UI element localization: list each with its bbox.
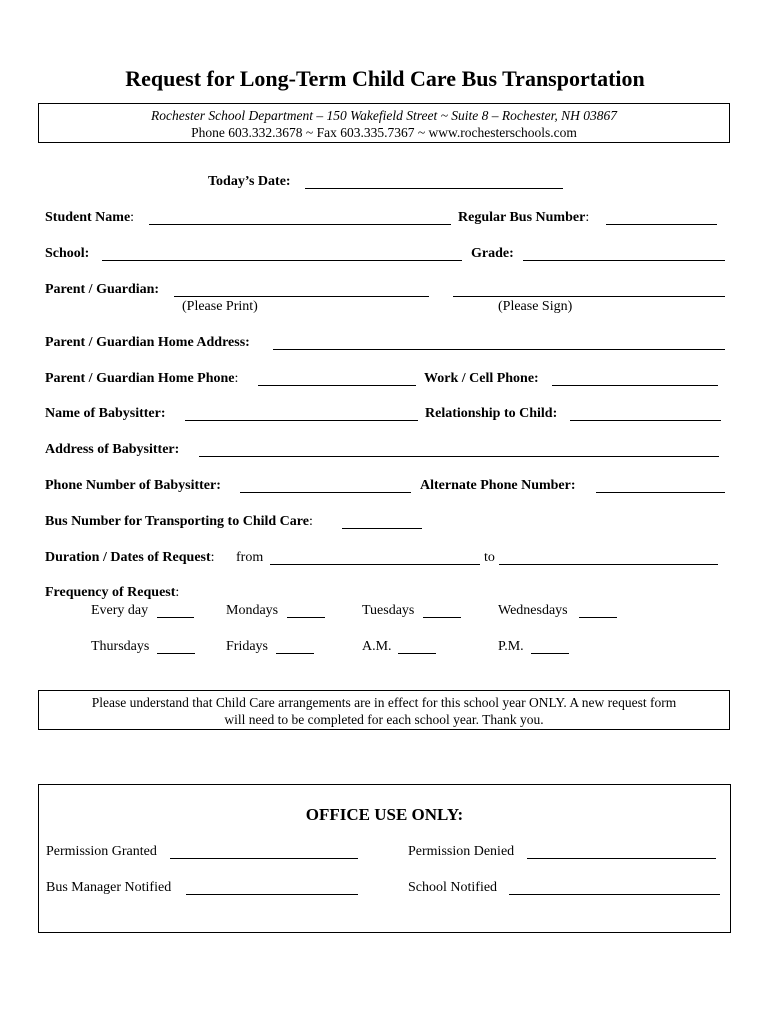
notice-box	[38, 690, 730, 730]
school-notified-label: School Notified	[408, 880, 498, 895]
babysitter-name-field[interactable]	[185, 420, 418, 421]
babysitter-phone-field[interactable]	[240, 492, 411, 493]
freq-wednesdays-label: Wednesdays	[498, 603, 568, 618]
notice-line-2: will need to be completed for each school year. Thank you.	[224, 712, 544, 727]
header-address: Rochester School Department – 150 Wakefield Street ~ Suite 8 – Rochester, NH 03867	[151, 108, 617, 123]
babysitter-phone-label: Phone Number of Babysitter:	[45, 478, 221, 493]
relationship-field[interactable]	[570, 420, 721, 421]
duration-to-field[interactable]	[499, 564, 718, 565]
school-notified-field[interactable]	[509, 894, 720, 895]
parent-print-field[interactable]	[174, 296, 429, 297]
freq-pm-field[interactable]	[531, 653, 569, 654]
freq-every-day-label: Every day	[91, 603, 149, 618]
regular-bus-number-label: Regular Bus Number:	[458, 210, 590, 225]
freq-pm-label: P.M.	[498, 639, 524, 654]
bus-manager-notified-field[interactable]	[186, 894, 358, 895]
bus-number-transport-field[interactable]	[342, 528, 422, 529]
freq-tuesdays-field[interactable]	[423, 617, 461, 618]
student-name-label: Student Name:	[45, 210, 135, 225]
parent-guardian-label: Parent / Guardian:	[45, 282, 160, 297]
freq-fridays-label: Fridays	[226, 639, 268, 654]
permission-denied-label: Permission Denied	[408, 844, 515, 859]
please-print-hint: (Please Print)	[182, 299, 258, 314]
home-address-field[interactable]	[273, 349, 725, 350]
babysitter-address-label: Address of Babysitter:	[45, 442, 180, 457]
freq-wednesdays-field[interactable]	[579, 617, 617, 618]
alternate-phone-label: Alternate Phone Number:	[420, 478, 576, 493]
page-title: Request for Long-Term Child Care Bus Transportation	[125, 66, 645, 91]
permission-granted-field[interactable]	[170, 858, 358, 859]
permission-denied-field[interactable]	[527, 858, 716, 859]
home-phone-label: Parent / Guardian Home Phone:	[45, 371, 239, 386]
permission-granted-label: Permission Granted	[46, 844, 157, 859]
freq-mondays-label: Mondays	[226, 603, 279, 618]
header-contact: Phone 603.332.3678 ~ Fax 603.335.7367 ~ www.rochesterschools.com	[191, 125, 577, 140]
home-address-label: Parent / Guardian Home Address:	[45, 335, 250, 350]
notice-line-1: Please understand that Child Care arrangements are in effect for this school year ONLY. A new request form	[91, 695, 677, 710]
freq-tuesdays-label: Tuesdays	[362, 603, 415, 618]
freq-am-field[interactable]	[398, 653, 436, 654]
freq-thursdays-label: Thursdays	[91, 639, 150, 654]
parent-sign-field[interactable]	[453, 296, 725, 297]
todays-date-field[interactable]	[305, 188, 563, 189]
freq-mondays-field[interactable]	[287, 617, 325, 618]
freq-am-label: A.M.	[362, 639, 392, 654]
babysitter-name-label: Name of Babysitter:	[45, 406, 166, 421]
duration-from-label: from	[236, 550, 264, 565]
office-use-title: OFFICE USE ONLY:	[305, 805, 464, 824]
duration-label: Duration / Dates of Request:	[45, 550, 215, 565]
grade-label: Grade:	[471, 246, 514, 261]
work-cell-phone-field[interactable]	[552, 385, 718, 386]
bus-manager-notified-label: Bus Manager Notified	[46, 880, 172, 895]
header-box	[38, 103, 730, 143]
babysitter-address-field[interactable]	[199, 456, 719, 457]
duration-from-field[interactable]	[270, 564, 480, 565]
please-sign-hint: (Please Sign)	[498, 299, 573, 314]
work-cell-phone-label: Work / Cell Phone:	[424, 371, 539, 386]
freq-thursdays-field[interactable]	[157, 653, 195, 654]
freq-fridays-field[interactable]	[276, 653, 314, 654]
alternate-phone-field[interactable]	[596, 492, 725, 493]
regular-bus-number-field[interactable]	[606, 224, 717, 225]
office-use-box	[38, 784, 731, 933]
freq-every-day-field[interactable]	[157, 617, 194, 618]
duration-to-label: to	[484, 550, 495, 565]
frequency-label: Frequency of Request:	[45, 585, 180, 600]
bus-number-transport-label: Bus Number for Transporting to Child Care:	[45, 514, 313, 529]
relationship-label: Relationship to Child:	[425, 406, 558, 421]
school-label: School:	[45, 246, 90, 261]
home-phone-field[interactable]	[258, 385, 416, 386]
todays-date-label: Today’s Date:	[208, 174, 291, 189]
school-field[interactable]	[102, 260, 462, 261]
grade-field[interactable]	[523, 260, 725, 261]
student-name-field[interactable]	[149, 224, 451, 225]
